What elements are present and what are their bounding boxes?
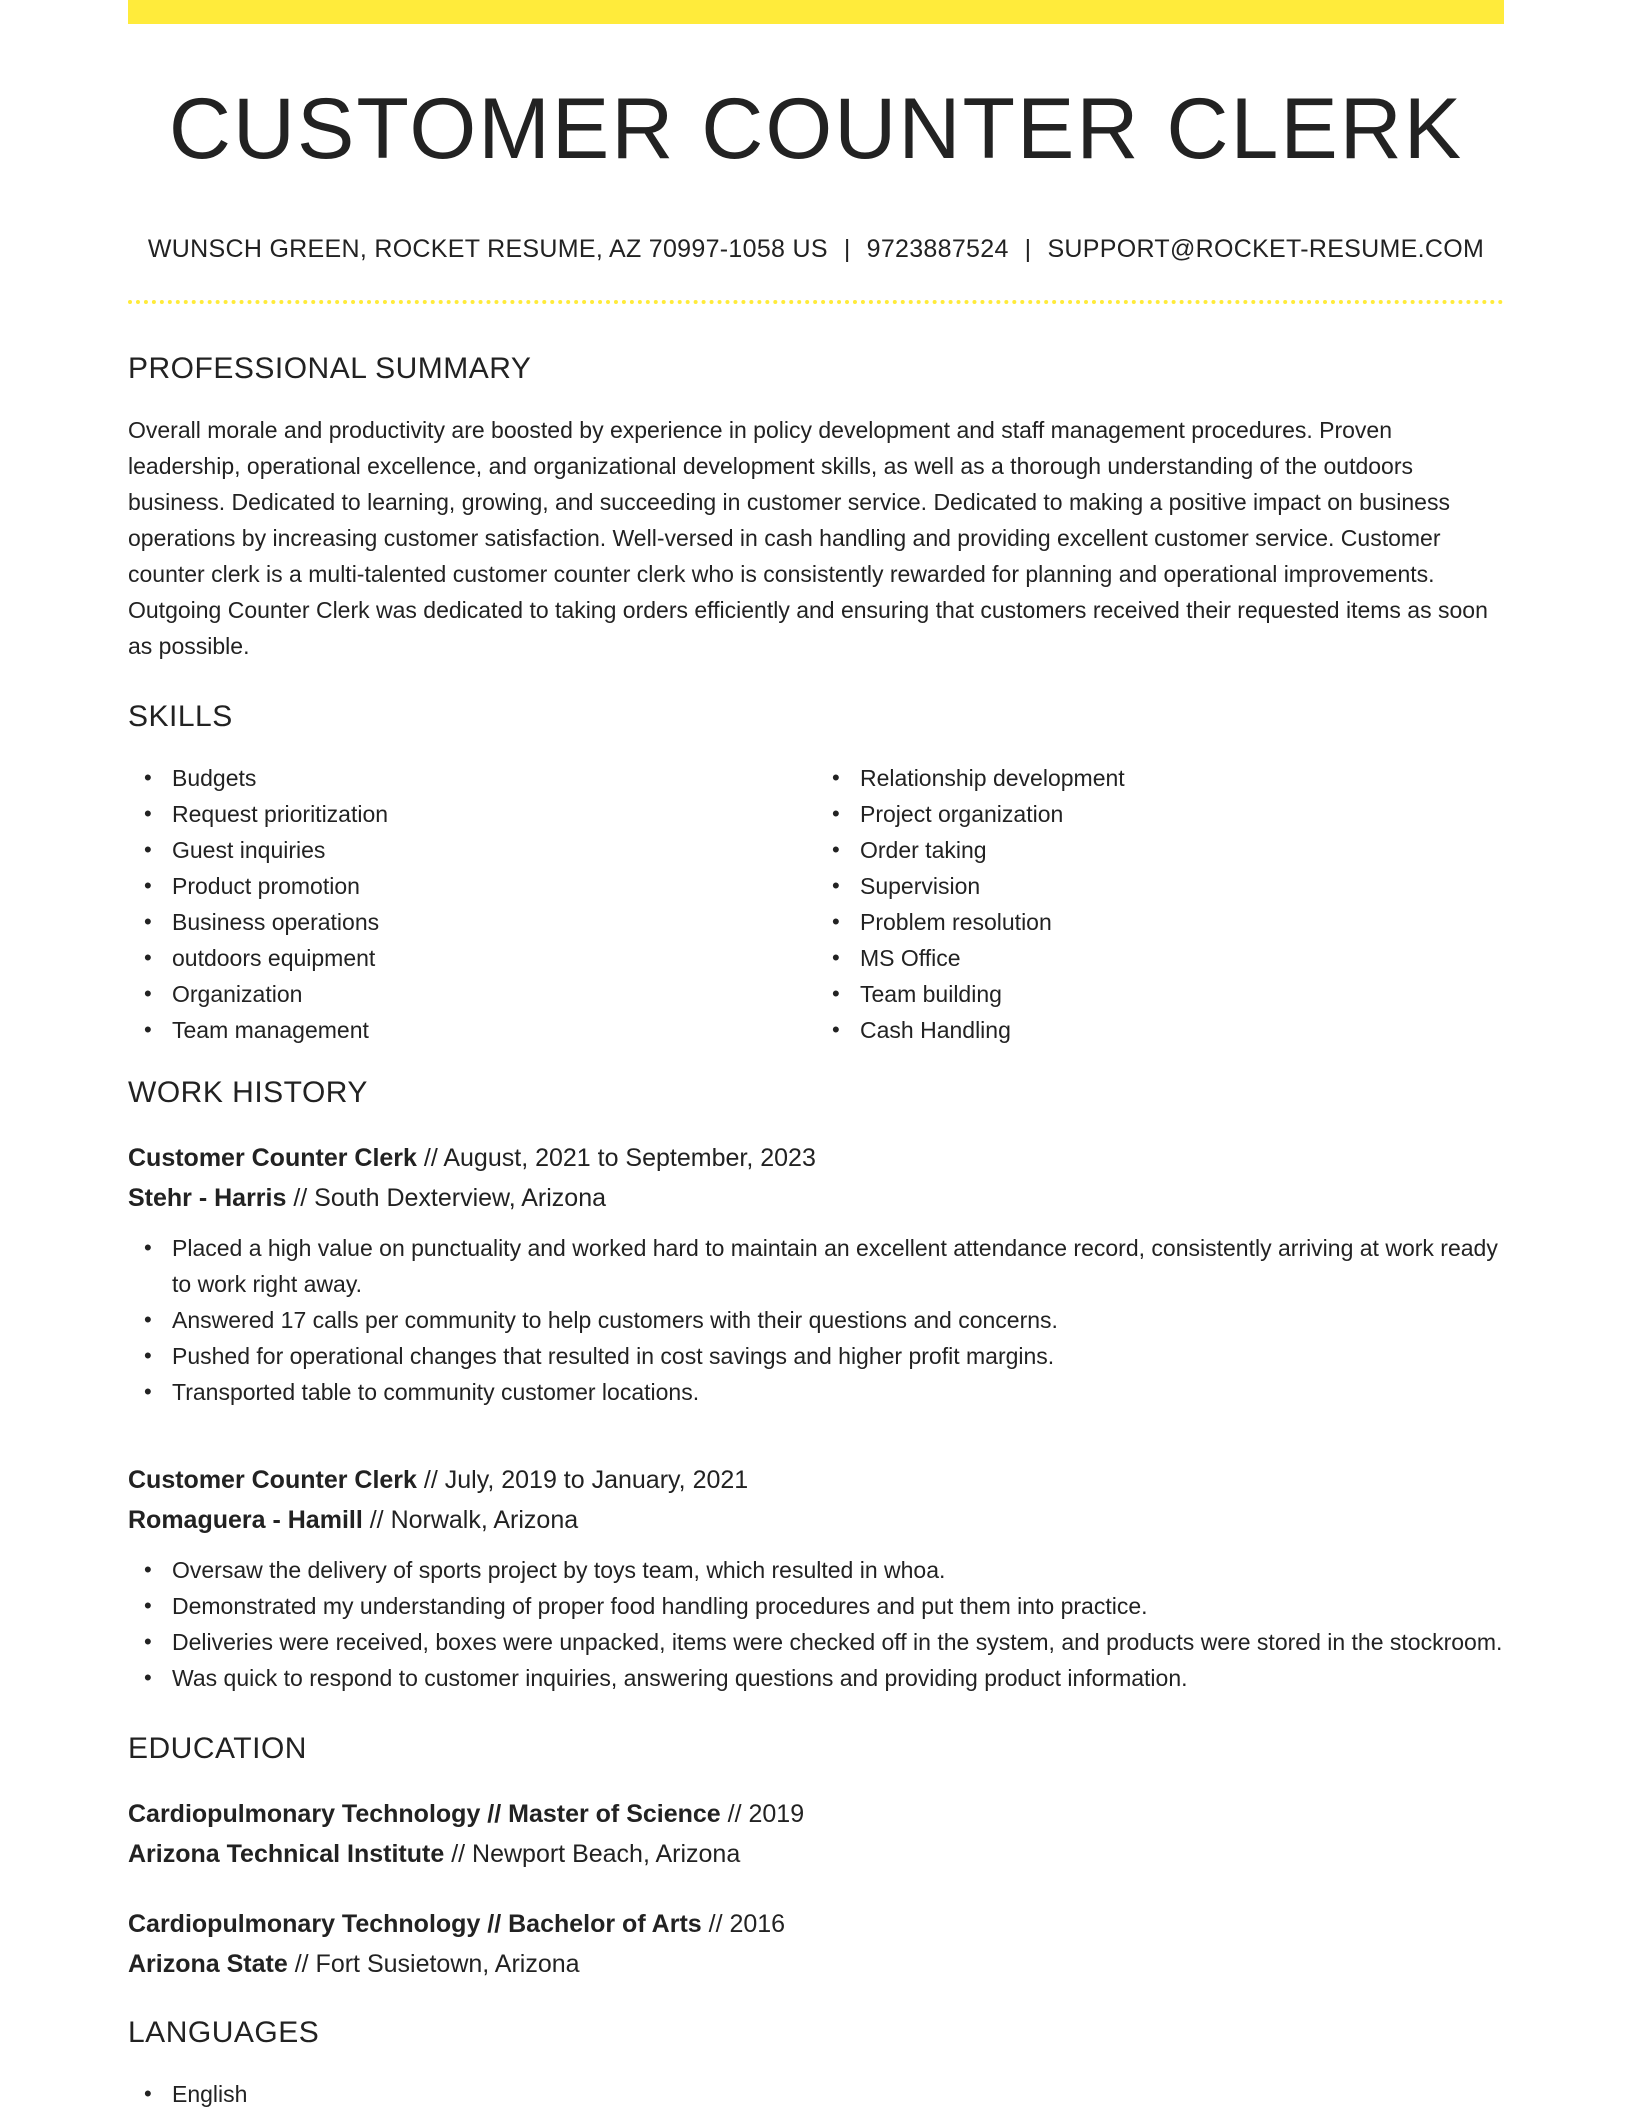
skills-column-left [128, 760, 816, 1048]
education-year: // 2016 [701, 1909, 786, 1938]
skill-item: • Order taking [860, 832, 1504, 868]
education-entry [128, 1904, 1504, 1984]
skill-item: • Supervision [860, 868, 1504, 904]
education-degree-line [128, 1794, 1504, 1834]
skill-item: • outdoors equipment [172, 940, 816, 976]
contact-separator: | [1024, 234, 1032, 263]
skills-grid [128, 760, 1504, 1048]
job-company: Stehr - Harris [128, 1183, 287, 1212]
languages-list [128, 2076, 1504, 2112]
job-company: Romaguera - Hamill [128, 1505, 363, 1534]
skill-item: • Cash Handling [860, 1012, 1504, 1048]
job-bullet: • Transported table to community customer locations. [172, 1374, 1504, 1410]
education-degree: Cardiopulmonary Technology // Master of Science [128, 1799, 721, 1828]
job-bullet: • Answered 17 calls per community to help customers with their questions and concerns. [172, 1302, 1504, 1338]
job-bullet: • Placed a high value on punctuality and worked hard to maintain an excellent attendance record, consistently arriving at work ready to work right away. [172, 1230, 1504, 1302]
education-school: Arizona Technical Institute [128, 1839, 445, 1868]
job-bullet: • Demonstrated my understanding of proper food handling procedures and put them into practice. [172, 1588, 1504, 1624]
skill-item: • Budgets [172, 760, 816, 796]
education-school: Arizona State [128, 1949, 288, 1978]
education-entry [128, 1794, 1504, 1874]
job-role: Customer Counter Clerk [128, 1465, 417, 1494]
education-location: // Newport Beach, Arizona [444, 1839, 741, 1868]
summary-text: Overall morale and productivity are boosted by experience in policy development and staff management procedures. Proven leadership, operational excellence, and organizational development skills, as well as a thorough understanding of the outdoors business. Dedicated to learning, growing, and succeeding in customer service. Dedicated to making a positive impact on business operations by increasing customer satisfaction. Well-versed in cash handling and providing excellent customer service. Customer counter clerk is a multi-talented customer counter clerk who is consistently rewarded for planning and operational improvements. Outgoing Counter Clerk was dedicated to taking orders efficiently and ensuring that customers received their requested items as soon as possible. [128, 416, 1488, 659]
education-degree: Cardiopulmonary Technology // Bachelor of Arts [128, 1909, 702, 1938]
job-entry [128, 1138, 1504, 1410]
contact-line [128, 235, 1504, 264]
education-location: // Fort Susietown, Arizona [287, 1949, 580, 1978]
education-school-line [128, 1834, 1504, 1874]
job-bullet: • Deliveries were received, boxes were unpacked, items were checked off in the system, and products were stored in the stockroom. [172, 1624, 1504, 1660]
accent-top-bar [128, 0, 1504, 24]
skill-item: • MS Office [860, 940, 1504, 976]
job-role-line [128, 1460, 1504, 1500]
skill-item: • Problem resolution [860, 904, 1504, 940]
skill-item: • Guest inquiries [172, 832, 816, 868]
job-company-line [128, 1500, 1504, 1540]
job-dates: // July, 2019 to January, 2021 [416, 1465, 749, 1494]
job-dates: // August, 2021 to September, 2023 [416, 1143, 816, 1172]
job-company-line [128, 1178, 1504, 1218]
contact-address: WUNSCH GREEN, ROCKET RESUME, AZ 70997-1058 US [147, 234, 828, 263]
skill-item: • Business operations [172, 904, 816, 940]
education-year: // 2019 [720, 1799, 805, 1828]
skill-item: • Product promotion [172, 868, 816, 904]
job-location: // Norwalk, Arizona [362, 1505, 579, 1534]
skill-item: • Team building [860, 976, 1504, 1012]
skill-item: • Team management [172, 1012, 816, 1048]
education-school-line [128, 1944, 1504, 1984]
job-bullets [128, 1552, 1504, 1696]
section-title-skills: SKILLS [128, 699, 233, 733]
job-bullet: • Oversaw the delivery of sports project by toys team, which resulted in whoa. [172, 1552, 1504, 1588]
job-entry [128, 1460, 1504, 1696]
job-role-line [128, 1138, 1504, 1178]
skill-item: • Organization [172, 976, 816, 1012]
section-title-summary: PROFESSIONAL SUMMARY [128, 351, 532, 385]
education-degree-line [128, 1904, 1504, 1944]
skill-item: • Relationship development [860, 760, 1504, 796]
section-title-work-history: WORK HISTORY [128, 1075, 368, 1109]
skills-column-right [816, 760, 1504, 1048]
dotted-divider [128, 300, 1504, 304]
language-item: • English [172, 2076, 1504, 2112]
contact-separator: | [843, 234, 851, 263]
resume-title: CUSTOMER COUNTER CLERK [168, 81, 1464, 177]
contact-email: SUPPORT@ROCKET-RESUME.COM [1047, 234, 1485, 263]
contact-phone: 9723887524 [866, 234, 1009, 263]
job-location: // South Dexterview, Arizona [286, 1183, 606, 1212]
skill-item: • Request prioritization [172, 796, 816, 832]
resume-page [128, 0, 1504, 2112]
section-title-languages: LANGUAGES [128, 2015, 320, 2049]
job-bullet: • Was quick to respond to customer inquiries, answering questions and providing product information. [172, 1660, 1504, 1696]
skill-item: • Project organization [860, 796, 1504, 832]
section-title-education: EDUCATION [128, 1731, 307, 1765]
job-role: Customer Counter Clerk [128, 1143, 417, 1172]
job-bullets [128, 1230, 1504, 1410]
job-bullet: • Pushed for operational changes that resulted in cost savings and higher profit margins. [172, 1338, 1504, 1374]
